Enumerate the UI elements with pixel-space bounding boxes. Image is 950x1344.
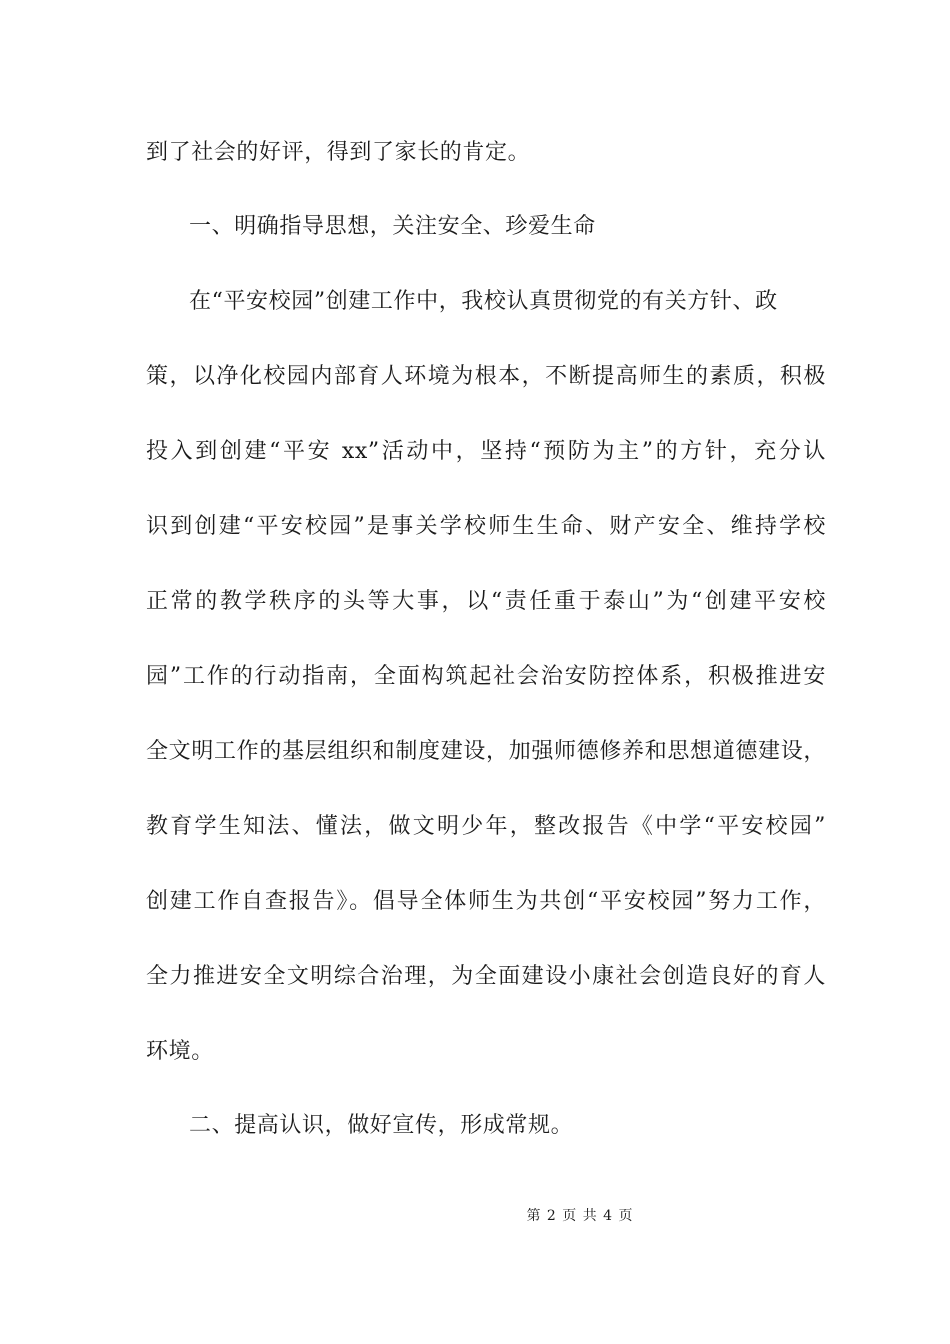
paragraph-line: 投入到创建“平安 xx”活动中，坚持“预防为主”的方针，充分认 (146, 439, 826, 464)
page-number-footer: 第 2 页 共 4 页 (526, 1208, 634, 1224)
paragraph-line: 在“平安校园”创建工作中，我校认真贯彻党的有关方针、政 (189, 289, 778, 314)
paragraph-line: 到了社会的好评，得到了家长的肯定。 (146, 140, 531, 165)
paragraph-line: 教育学生知法、懂法，做文明少年，整改报告《中学“平安校园” (146, 814, 826, 839)
paragraph-line: 全文明工作的基层组织和制度建设，加强师德修养和思想道德建设， (146, 739, 826, 764)
paragraph-line: 创建工作自查报告》。倡导全体师生为共创“平安校园”努力工作， (146, 889, 826, 914)
paragraph-line: 识到创建“平安校园”是事关学校师生生命、财产安全、维持学校 (146, 514, 826, 539)
paragraph-line: 策，以净化校园内部育人环境为根本，不断提高师生的素质，积极 (146, 364, 826, 389)
paragraph-line: 正常的教学秩序的头等大事，以“责任重于泰山”为“创建平安校 (146, 589, 826, 614)
paragraph-line: 全力推进安全文明综合治理，为全面建设小康社会创造良好的育人 (146, 964, 826, 989)
section-heading-2: 二、提高认识，做好宣传，形成常规。 (189, 1113, 574, 1138)
section-heading-1: 一、明确指导思想，关注安全、珍爱生命 (189, 214, 596, 239)
paragraph-line: 环境。 (146, 1039, 214, 1064)
paragraph-line: 园”工作的行动指南，全面构筑起社会治安防控体系，积极推进安 (146, 664, 826, 689)
